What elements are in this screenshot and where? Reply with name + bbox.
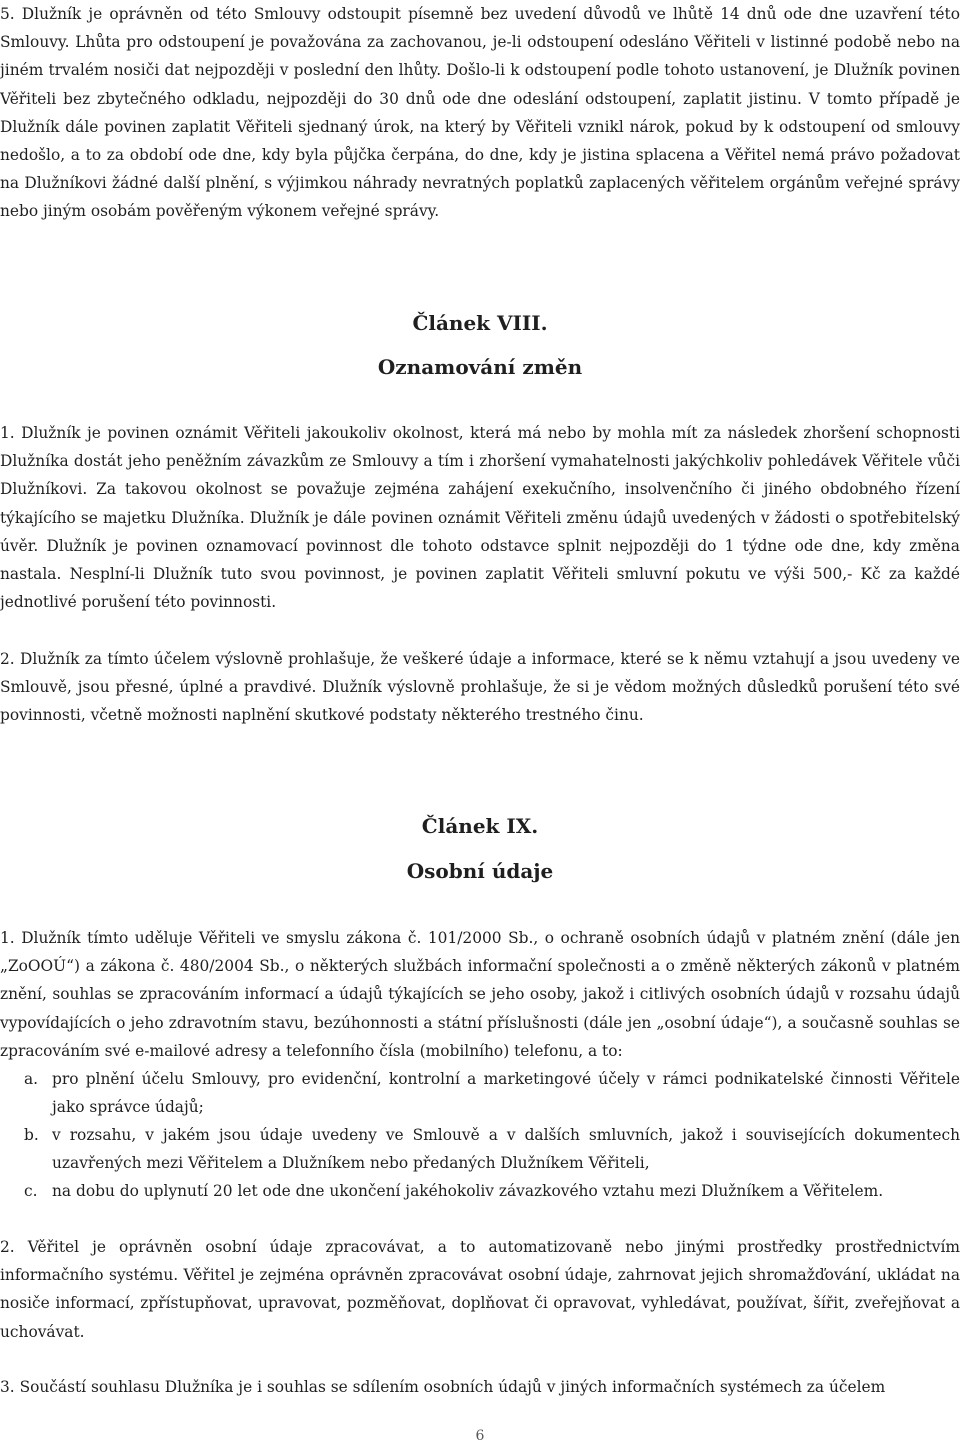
list-item-text: v rozsahu, v jakém jsou údaje uvedeny ve Smlouvě a v dalších smluvních, jakož i souvisejících dokumentech uzavřených mezi Věřitelem a Dlužníkem nebo předaných Dlužníkem Věřiteli, — [52, 1126, 960, 1173]
article-8-title: Oznamování změn — [377, 355, 583, 379]
article-9-number: Článek IX. — [421, 814, 539, 838]
list-marker: b. — [24, 1126, 39, 1144]
article-8-paragraph-1: 1. Dlužník je povinen oznámit Věřiteli jakoukoliv okolnost, která má nebo by mohla mít za následek zhoršení schopnosti Dlužníka dostát jeho peněžním závazkům ze Smlouvy a tím i zhoršení vymahatelnosti jakýchkoliv pohledávek Věřitele vůči Dlužníkovi. Za takovou okolnost se považuje zejména zahájení exekučního, insolvenčního či jiného obdobného řízení týkajícího se majetku Dlužníka. Dlužník je dále povinen oznámit Věřiteli změnu údajů uvedených v žádosti o spotřebitelský úvěr. Dlužník je povinen oznamovací povinnost dle tohoto odstavce splnit nejpozději do 1 týdne ode dne, kdy změna nastala. Nesplní-li Dlužník tuto svou povinnost, je povinen zaplatit Věřiteli smluvní pokutu ve výši 500,- Kč za každé jednotlivé porušení této povinnosti. — [0, 424, 960, 612]
list-marker: a. — [24, 1070, 39, 1088]
paragraph-5-withdrawal: 5. Dlužník je oprávněn od této Smlouvy odstoupit písemně bez uvedení důvodů ve lhůtě 14 dnů ode dne uzavření této Smlouvy. Lhůta pro odstoupení je považována za zachovanou, je-li odstoupení odesláno Věřiteli v listinné podobě nebo na jiném trvalém nosiči dat nejpozději v poslední den lhůty. Došlo-li k odstoupení podle tohoto ustanovení, je Dlužník povinen Věřiteli bez zbytečného odkladu, nejpozději do 30 dnů ode dne odeslání odstoupení, zaplatit jistinu. V tomto případě je Dlužník dále povinen zaplatit Věřiteli sjednaný úrok, na který by Věřiteli vznikl nárok, pokud by k odstoupení od smlouvy nedošlo, a to za období ode dne, kdy byla půjčka čerpána, do dne, kdy je jistina splacena a Věřitel nemá právo požadovat na Dlužníkovi žádné další plnění, s výjimkou náhrady nevratných poplatků zaplacených věřitelem orgánům veřejné správy nebo jiným osobám pověřeným výkonem veřejné správy. — [0, 5, 960, 221]
page-number: 6 — [475, 1428, 485, 1444]
list-item-b — [24, 1121, 960, 1177]
article-9-title: Osobní údaje — [406, 859, 554, 883]
article-8-number: Článek VIII. — [412, 311, 548, 335]
article-9-paragraph-1: 1. Dlužník tímto uděluje Věřiteli ve smyslu zákona č. 101/2000 Sb., o ochraně osobních údajů v platném znění (dále jen „ZoOOÚ“) a zákona č. 480/2004 Sb., o některých službách informační společnosti a o změně některých zákonů v platném znění, souhlas se zpracováním informací a údajů týkajících se jeho osoby, jakož i citlivých osobních údajů v rozsahu údajů vypovídajících o jeho zdravotním stavu, bezúhonnosti a státní příslušnosti (dále jen „osobní údaje“), a současně souhlas se zpracováním své e-mailové adresy a telefonního čísla (mobilního) telefonu, a to: — [0, 929, 960, 1060]
list-item-c — [24, 1177, 960, 1205]
article-9-paragraph-3: 3. Součástí souhlasu Dlužníka je i souhlas se sdílením osobních údajů v jiných informačních systémech za účelem — [0, 1378, 886, 1396]
list-marker: c. — [24, 1182, 38, 1200]
article-9-paragraph-2: 2. Věřitel je oprávněn osobní údaje zpracovávat, a to automatizovaně nebo jinými prostředky prostřednictvím informačního systému. Věřitel je zejména oprávněn zpracovávat osobní údaje, zahrnovat jejich shromažďování, ukládat na nosiče informací, zpřístupňovat, upravovat, pozměňovat, doplňovat či opravovat, vyhledávat, používat, šířit, zveřejňovat a uchovávat. — [0, 1238, 960, 1341]
list-item-a — [24, 1065, 960, 1121]
list-item-text: pro plnění účelu Smlouvy, pro evidenční, kontrolní a marketingové účely v rámci podnikatelské činnosti Věřitele jako správce údajů; — [52, 1070, 960, 1117]
list-item-text: na dobu do uplynutí 20 let ode dne ukončení jakéhokoliv závazkového vztahu mezi Dlužníkem a Věřitelem. — [52, 1182, 884, 1200]
article-8-paragraph-2: 2. Dlužník za tímto účelem výslovně prohlašuje, že veškeré údaje a informace, které se k němu vztahují a jsou uvedeny ve Smlouvě, jsou přesné, úplné a pravdivé. Dlužník výslovně prohlašuje, že si je vědom možných důsledků porušení této své povinnosti, včetně možnosti naplnění skutkové podstaty některého trestného činu. — [0, 650, 960, 725]
